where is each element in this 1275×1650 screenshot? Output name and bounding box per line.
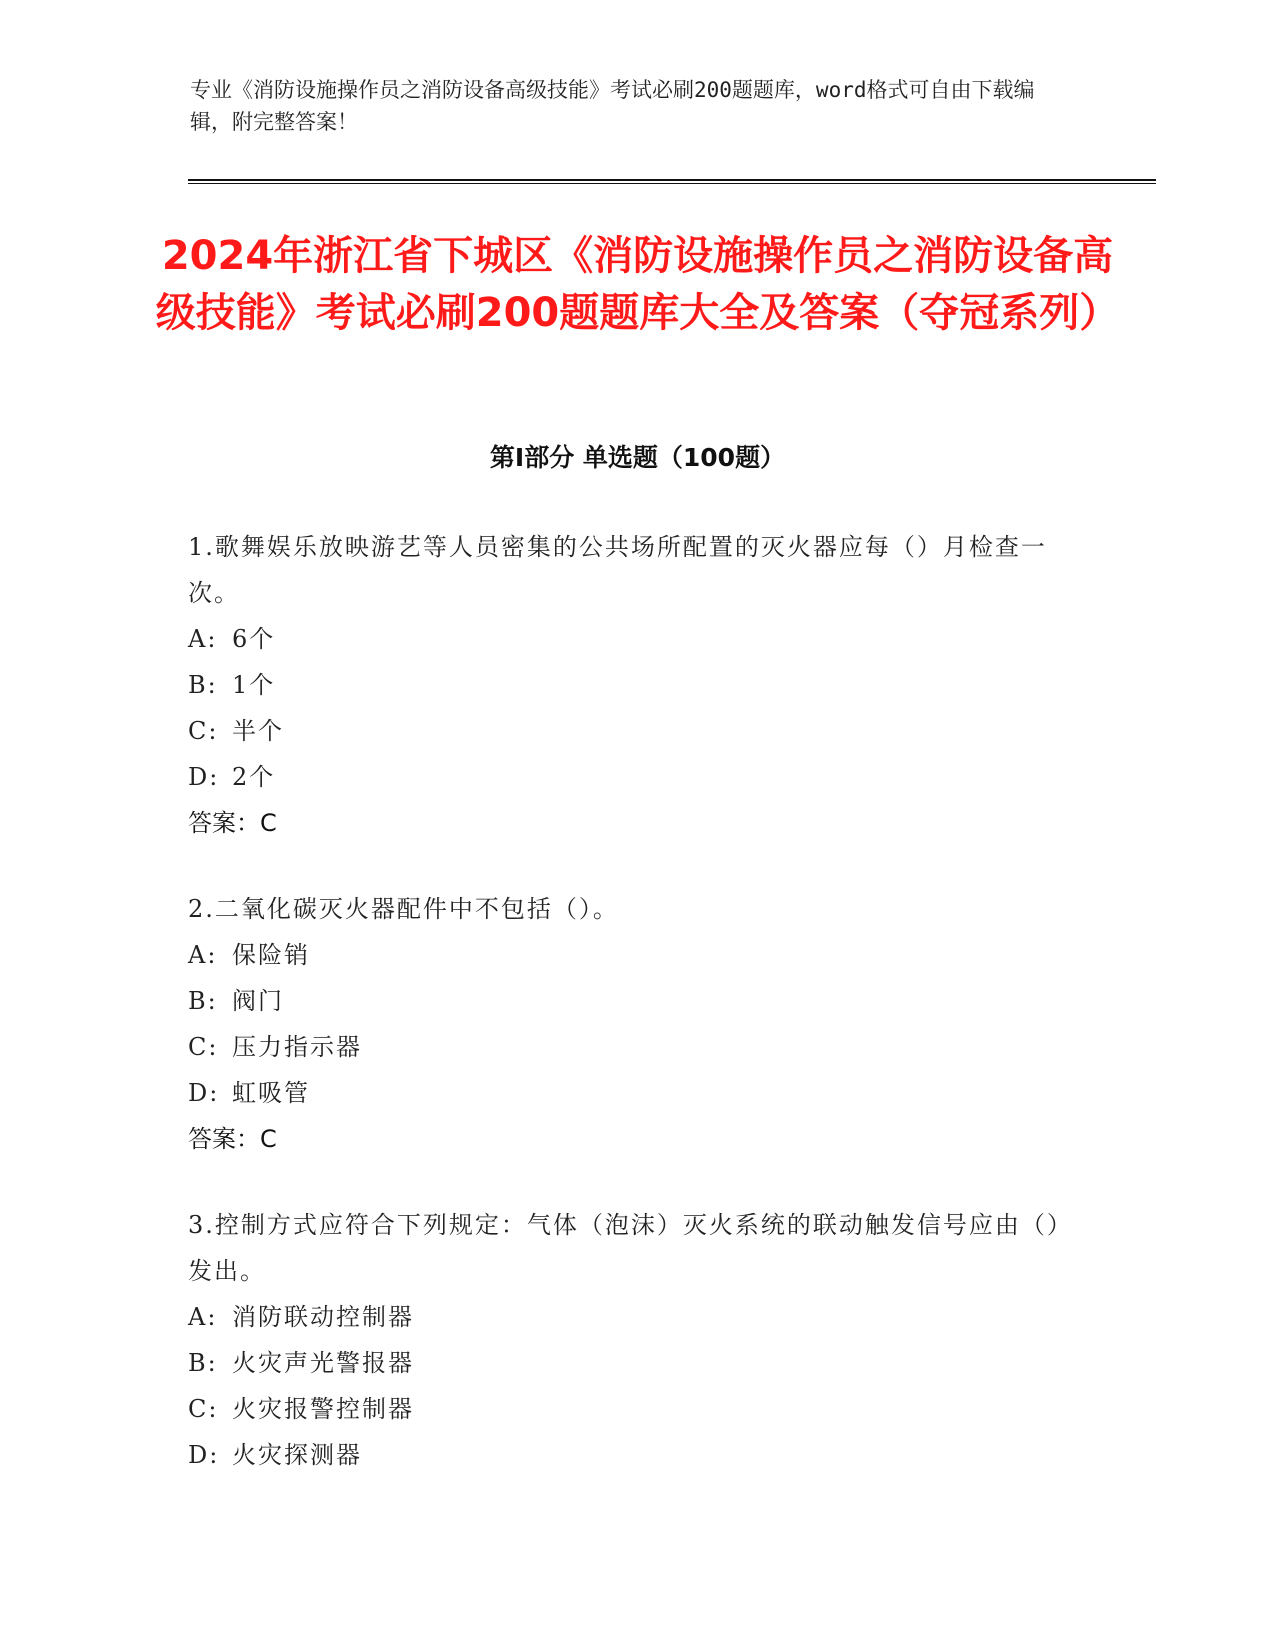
option-a xyxy=(188,1294,1068,1340)
option-text: 压力指示器 xyxy=(232,1033,362,1061)
option-text: 1个 xyxy=(232,671,276,699)
option-letter: C: xyxy=(188,717,219,745)
option-letter: C: xyxy=(188,1395,219,1423)
option-letter: B: xyxy=(188,987,218,1015)
answer-line: 答案：C xyxy=(188,809,277,837)
section-title: 第I部分 单选题（100题） xyxy=(489,443,786,472)
option-text: 火灾探测器 xyxy=(232,1441,362,1469)
option-b xyxy=(188,1340,1068,1386)
option-letter: D: xyxy=(188,763,220,791)
option-a xyxy=(188,932,1068,978)
option-letter: D: xyxy=(188,1079,220,1107)
document-title: 2024年浙江省下城区《消防设施操作员之消防设备高级技能》考试必刷200题题库大全及答案（夺冠系列） xyxy=(155,233,1120,336)
option-text: 保险销 xyxy=(232,941,310,969)
option-text: 半个 xyxy=(232,717,284,745)
option-text: 2个 xyxy=(232,763,276,791)
option-letter: A: xyxy=(188,1303,218,1331)
option-c xyxy=(188,1386,1068,1432)
option-text: 火灾声光警报器 xyxy=(232,1349,414,1377)
header-rule-thick xyxy=(188,179,1156,181)
option-letter: B: xyxy=(188,671,218,699)
question-stem: 1.歌舞娱乐放映游艺等人员密集的公共场所配置的灭火器应每（）月检查一次。 xyxy=(188,533,1047,607)
answer-line: 答案：C xyxy=(188,1125,277,1153)
option-d xyxy=(188,1432,1068,1478)
option-letter: B: xyxy=(188,1349,218,1377)
question-3 xyxy=(188,1202,1068,1478)
header-note: 专业《消防设施操作员之消防设备高级技能》考试必刷200题题库，word格式可自由下载编辑，附完整答案！ xyxy=(190,78,1035,134)
option-letter: D: xyxy=(188,1441,220,1469)
option-text: 6个 xyxy=(232,625,276,653)
question-1 xyxy=(188,524,1068,846)
option-letter: A: xyxy=(188,941,218,969)
option-a xyxy=(188,616,1068,662)
option-text: 火灾报警控制器 xyxy=(232,1395,414,1423)
option-c xyxy=(188,1024,1068,1070)
header-rule-thin xyxy=(188,183,1156,184)
option-b xyxy=(188,662,1068,708)
option-letter: A: xyxy=(188,625,218,653)
question-list xyxy=(188,524,1068,1518)
question-2 xyxy=(188,886,1068,1162)
option-d xyxy=(188,754,1068,800)
option-text: 阀门 xyxy=(232,987,284,1015)
option-text: 消防联动控制器 xyxy=(232,1303,414,1331)
option-letter: C: xyxy=(188,1033,219,1061)
option-text: 虹吸管 xyxy=(232,1079,310,1107)
option-d xyxy=(188,1070,1068,1116)
option-b xyxy=(188,978,1068,1024)
question-stem: 3.控制方式应符合下列规定：气体（泡沫）灭火系统的联动触发信号应由（）发出。 xyxy=(188,1211,1061,1285)
option-c xyxy=(188,708,1068,754)
question-stem: 2.二氧化碳灭火器配件中不包括（）。 xyxy=(188,895,619,923)
